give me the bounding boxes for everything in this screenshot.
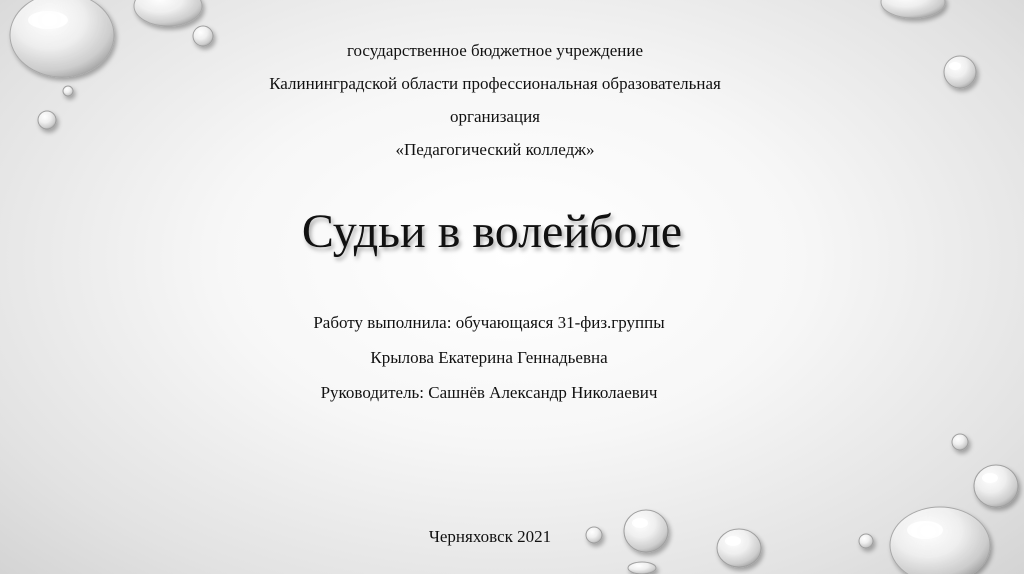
water-drop <box>952 434 968 450</box>
slide-title: Судьи в волейболе <box>301 205 683 258</box>
city-year: Черняховск 2021 <box>428 527 552 546</box>
water-drop <box>134 0 202 26</box>
water-drop <box>628 562 656 574</box>
author-name: Крылова Екатерина Геннадьевна <box>370 348 608 367</box>
institution-line-1: государственное бюджетное учреждение <box>346 41 644 60</box>
institution-line-4: «Педагогический колледж» <box>395 140 595 159</box>
institution-line-2: Калининградской области профессиональная образовательная <box>269 74 721 93</box>
supervisor-line: Руководитель: Сашнёв Александр Николаевич <box>320 383 658 402</box>
water-drop <box>881 0 945 18</box>
authors-block <box>0 305 978 410</box>
institution-header <box>0 34 990 166</box>
water-drop <box>974 465 1018 507</box>
author-line: Работу выполнила: обучающаяся 31-физ.группы <box>313 313 665 332</box>
institution-line-3: организация <box>450 107 540 126</box>
